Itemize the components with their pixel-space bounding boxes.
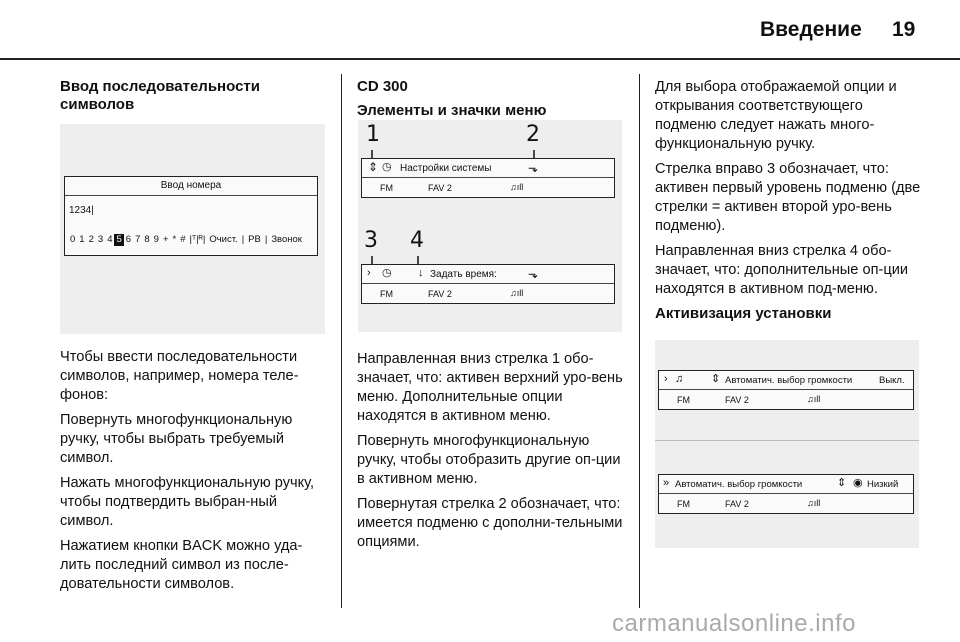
screen-divider [659,493,913,494]
watermark: carmanualsonline.info [612,610,856,637]
callout-2: 2 [526,122,540,147]
page-number: 19 [892,18,916,41]
header-rule [0,58,960,60]
setting-screen-1 [658,370,914,410]
phone-entry-screen [64,176,318,256]
section-heading: Ввод последовательности символов [60,78,260,113]
separator-icon: | [241,234,245,245]
menu-item-label: Задать время: [430,269,497,280]
paragraph: Для выбора отображаемой опции и открывания соответствующего подменю следует нажать много-функциональную ручку. [655,79,897,152]
key-6[interactable]: 6 [125,234,132,245]
column-divider [341,74,342,608]
band-label: FM [677,395,690,405]
menu-screen-2 [361,264,615,304]
down-arrow-icon: ↓ [418,267,424,279]
cursor-icon: | [91,205,94,216]
paragraph: Повернуть многофункциональную ручку, чтобы выбрать требуемый символ. [60,412,293,466]
callout-4: 4 [410,228,424,253]
paragraph: Направленная вниз стрелка 4 обо-значает, что: дополнительные оп-ции находятся в активном под-меню. [655,243,909,297]
station-label: FAV 2 [428,183,452,193]
setting-label: Автоматич. выбор громкости [725,375,853,386]
screen-divider [659,389,913,390]
activate-setting-figure [655,340,919,548]
key-1[interactable]: 1 [79,234,85,245]
paragraph: Стрелка вправо 3 обозначает, что: активен первый уровень подменю (две стрелки = активен второй уро-вень подменю). [655,161,921,234]
band-label: FM [677,499,690,509]
key-2[interactable]: 2 [88,234,94,245]
signal-icon: ♫ıll [510,182,524,192]
column-divider [639,74,640,608]
station-label: FAV 2 [725,499,749,509]
menu-item-label: Настройки системы [400,163,492,174]
paragraph: Чтобы ввести последовательности символов, например, номера теле-фонов: [60,349,299,403]
menu-icons-figure [358,120,622,332]
clock-icon: ◷ [382,161,392,173]
menu-screen-1 [361,158,615,198]
paragraph: Повернуть многофункциональную ручку, чтобы отобразить другие оп-ции в активном меню. [357,433,621,487]
station-label: FAV 2 [428,289,452,299]
band-label: FM [380,289,393,299]
key-4[interactable]: 4 [107,234,113,245]
key-5-selected[interactable]: 5 [116,234,122,245]
signal-icon: ♫ıll [510,288,524,298]
section-label: CD 300 [357,78,408,95]
key-plus[interactable]: + [162,234,169,245]
radio-selected-icon: ◉ [853,477,863,489]
paragraph: Повернутая стрелка 2 обозначает, что: имеется подменю с дополни-тельными опциями. [357,496,623,550]
column-2-heading-block [357,78,627,126]
screen-divider [362,283,614,284]
up-down-arrow-icon: ⇕ [711,373,721,385]
submenu-arrow-icon: ⬎ [528,267,539,281]
callout-1: 1 [366,122,380,147]
call-key[interactable]: Звонок [271,234,302,245]
entry-value [69,205,94,217]
keypad-row [68,234,304,246]
station-label: FAV 2 [725,395,749,405]
paragraph: Нажатием кнопки BACK можно уда-лить последний символ из после-довательности символов. [60,538,303,592]
key-star[interactable]: * [172,234,177,245]
key-hash[interactable]: # [180,234,186,245]
section-heading: Элементы и значки меню [357,102,547,119]
signal-icon: ♫ıll [807,498,821,508]
key-8[interactable]: 8 [144,234,150,245]
figure-separator [655,440,919,441]
music-note-icon: ♫ [675,373,684,385]
right-arrow-icon: › [664,373,668,385]
setting-value: Выкл. [879,375,905,386]
paragraph: Нажать многофункциональную ручку, чтобы подтвердить выбран-ный символ. [60,475,315,529]
setting-value: Низкий [867,479,899,490]
page-header-title: Введение [760,18,862,41]
key-7[interactable]: 7 [135,234,141,245]
screen-title: Ввод номера [160,180,222,191]
pause-key-icon[interactable]: |ᵀ|ᴿ| [189,234,206,245]
column-2-body [357,350,627,558]
phone-entry-figure [60,124,325,334]
column-3-body [655,78,925,329]
column-1-heading-block [60,78,330,120]
entry-digits: 1234 [69,205,92,216]
down-arrow-icon: ⇕ [368,160,379,174]
clear-key[interactable]: Очист. [209,234,238,245]
clock-icon: ◷ [382,267,392,279]
submenu-arrow-icon: ⬎ [528,161,539,175]
setting-label: Автоматич. выбор громкости [675,479,803,490]
screen-divider [65,195,317,196]
key-3[interactable]: 3 [97,234,104,245]
section-heading: Активизация установки [655,305,832,322]
signal-icon: ♫ıll [807,394,821,404]
column-1-body [60,348,330,600]
callout-3: 3 [364,228,378,253]
key-0[interactable]: 0 [70,234,76,245]
screen-divider [362,177,614,178]
double-right-arrow-icon: » [663,477,670,489]
separator-icon: | [264,234,268,245]
band-label: FM [380,183,393,193]
setting-screen-2 [658,474,914,514]
key-9[interactable]: 9 [153,234,159,245]
paragraph: Направленная вниз стрелка 1 обо-значает, что: активен верхний уро-вень меню. Дополнительные опции находятся в активном меню. [357,351,623,424]
right-arrow-icon: › [367,267,371,279]
phonebook-key[interactable]: PB [248,234,261,245]
up-down-arrow-icon: ⇕ [837,477,847,489]
